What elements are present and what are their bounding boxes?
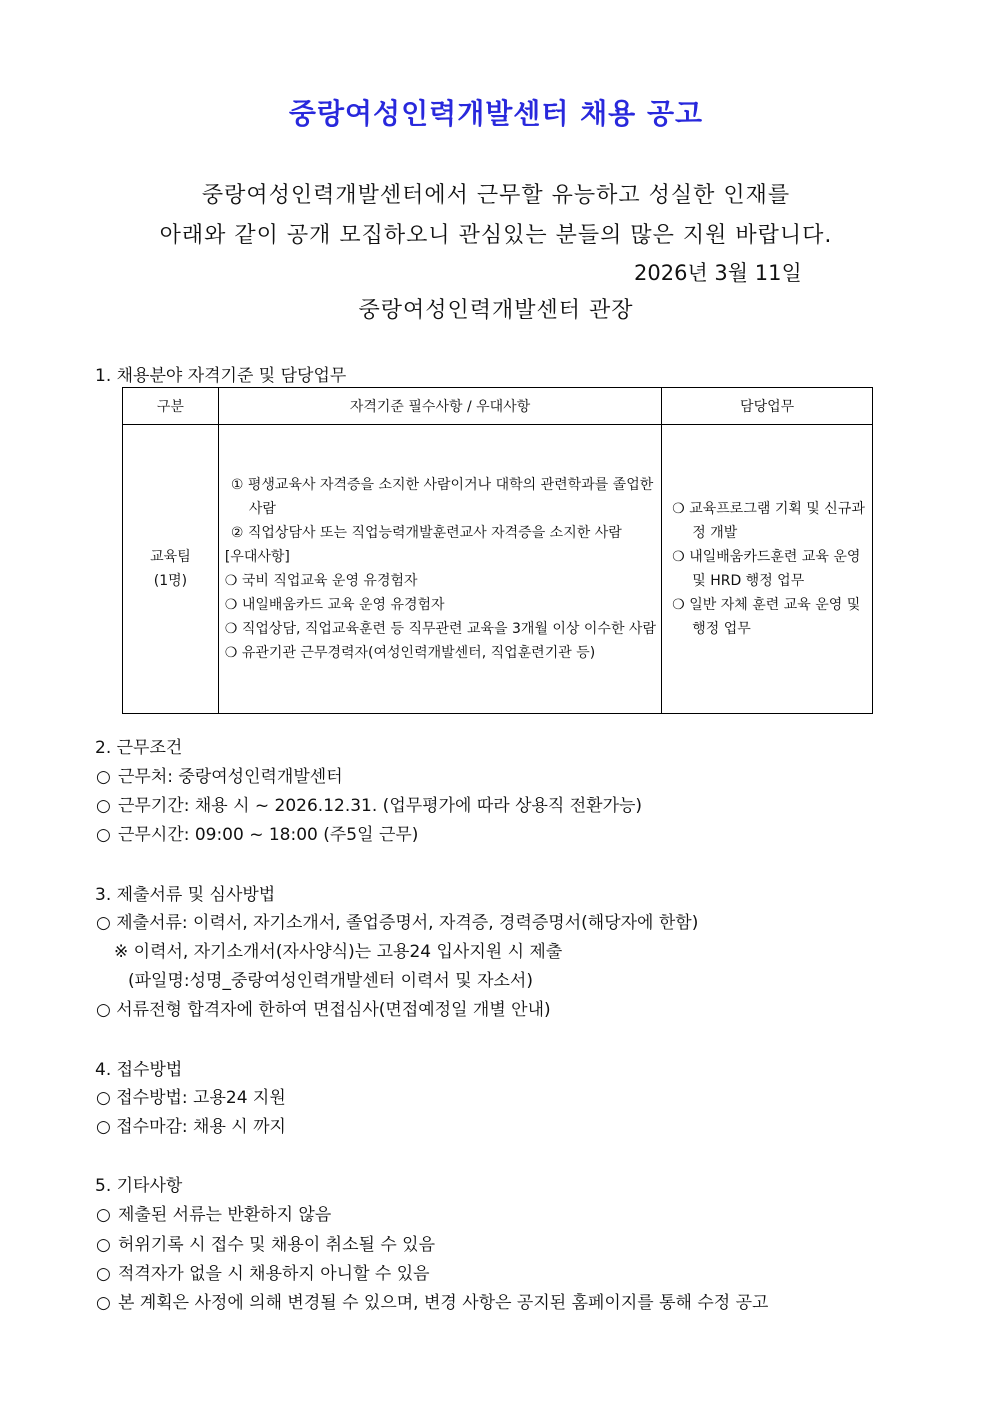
signer: 중랑여성인력개발센터 관장 xyxy=(358,298,634,323)
notes-item: ○ 허위기록 시 접수 및 채용이 취소될 수 있음 xyxy=(96,1235,436,1255)
recruitment-table xyxy=(122,387,873,714)
preferred-label: [우대사항] xyxy=(224,549,290,565)
preferred-qualification: ❍ 유관기관 근무경력자(여성인력개발센터, 직업훈련기관 등) xyxy=(224,645,596,661)
required-qualification: ① 평생교육사 자격증을 소지한 사람이거나 대학의 관련학과를 졸업한 사람 xyxy=(230,477,654,517)
preferred-qualification: ❍ 직업상담, 직업교육훈련 등 직무관련 교육을 3개월 이상 이수한 사람 xyxy=(224,621,656,637)
team-headcount: (1명) xyxy=(153,573,188,589)
section-4-heading: 4. 접수방법 xyxy=(95,1060,183,1080)
application-deadline-item: ○ 접수마감: 채용 시 까지 xyxy=(96,1117,286,1137)
announcement-date: 2026년 3월 11일 xyxy=(634,261,802,285)
work-condition-item: ○ 근무기간: 채용 시 ~ 2026.12.31. (업무평가에 따라 상용직 전환가능) xyxy=(96,796,643,816)
intro-line-2: 아래와 같이 공개 모집하오니 관심있는 분들의 많은 지원 바랍니다. xyxy=(159,223,833,248)
circle-bullet-icon: ○ xyxy=(96,1205,111,1225)
circle-bullet-icon: ○ xyxy=(96,796,111,816)
preferred-qualification: ❍ 국비 직업교육 운영 유경험자 xyxy=(224,573,418,589)
work-condition-item: ○ 근무처: 중랑여성인력개발센터 xyxy=(96,767,343,787)
duties-cell xyxy=(662,425,873,714)
interview-item: ○ 서류전형 합격자에 한하여 면접심사(면접예정일 개별 안내) xyxy=(96,1000,551,1020)
circle-bullet-icon: ○ xyxy=(96,1264,111,1284)
section-3-heading: 3. 제출서류 및 심사방법 xyxy=(95,885,276,905)
circle-bullet-icon: ○ xyxy=(96,1235,111,1255)
team-name: 교육팀 xyxy=(150,549,191,565)
header-qualifications: 자격기준 필수사항 / 우대사항 xyxy=(218,388,661,425)
circle-bullet-icon: ○ xyxy=(96,767,111,787)
circle-bullet-icon: ○ xyxy=(96,1293,111,1313)
notes-item: ○ 제출된 서류는 반환하지 않음 xyxy=(96,1205,332,1225)
documents-filename-note: (파일명:성명_중랑여성인력개발센터 이력서 및 자소서) xyxy=(128,971,533,991)
circle-bullet-icon: ○ xyxy=(96,825,111,845)
intro-line-1: 중랑여성인력개발센터에서 근무할 유능하고 성실한 인재를 xyxy=(201,183,791,208)
documents-item: ○ 제출서류: 이력서, 자기소개서, 졸업증명서, 자격증, 경력증명서(해당자에 한함) xyxy=(96,913,699,933)
notes-item: ○ 적격자가 없을 시 채용하지 아니할 수 있음 xyxy=(96,1264,430,1284)
duty-item: ❍ 일반 자체 훈련 교육 운영 및 행정 업무 xyxy=(672,597,861,637)
header-category: 구분 xyxy=(123,388,219,425)
application-method-item: ○ 접수방법: 고용24 지원 xyxy=(96,1088,286,1108)
section-2-heading: 2. 근무조건 xyxy=(95,738,183,758)
required-qualification: ② 직업상담사 또는 직업능력개발훈련교사 자격증을 소지한 사람 xyxy=(230,525,622,541)
duty-item: ❍ 교육프로그램 기획 및 신규과정 개발 xyxy=(672,501,865,541)
section-1-heading: 1. 채용분야 자격기준 및 담당업무 xyxy=(95,366,347,386)
documents-note: ※ 이력서, 자기소개서(자사양식)는 고용24 입사지원 시 제출 xyxy=(114,942,563,962)
qualifications-cell xyxy=(218,425,661,714)
duty-item: ❍ 내일배움카드훈련 교육 운영 및 HRD 행정 업무 xyxy=(672,549,861,589)
notes-item: ○ 본 계획은 사정에 의해 변경될 수 있으며, 변경 사항은 공지된 홈페이지를 통해 수정 공고 xyxy=(96,1293,769,1313)
header-duties: 담당업무 xyxy=(662,388,873,425)
page-title: 중랑여성인력개발센터 채용 공고 xyxy=(288,97,704,130)
section-5-heading: 5. 기타사항 xyxy=(95,1176,183,1196)
team-cell xyxy=(123,425,219,714)
table-header-row xyxy=(123,388,873,425)
work-condition-item: ○ 근무시간: 09:00 ~ 18:00 (주5일 근무) xyxy=(96,825,419,845)
table-row xyxy=(123,425,873,714)
preferred-qualification: ❍ 내일배움카드 교육 운영 유경험자 xyxy=(224,597,445,613)
